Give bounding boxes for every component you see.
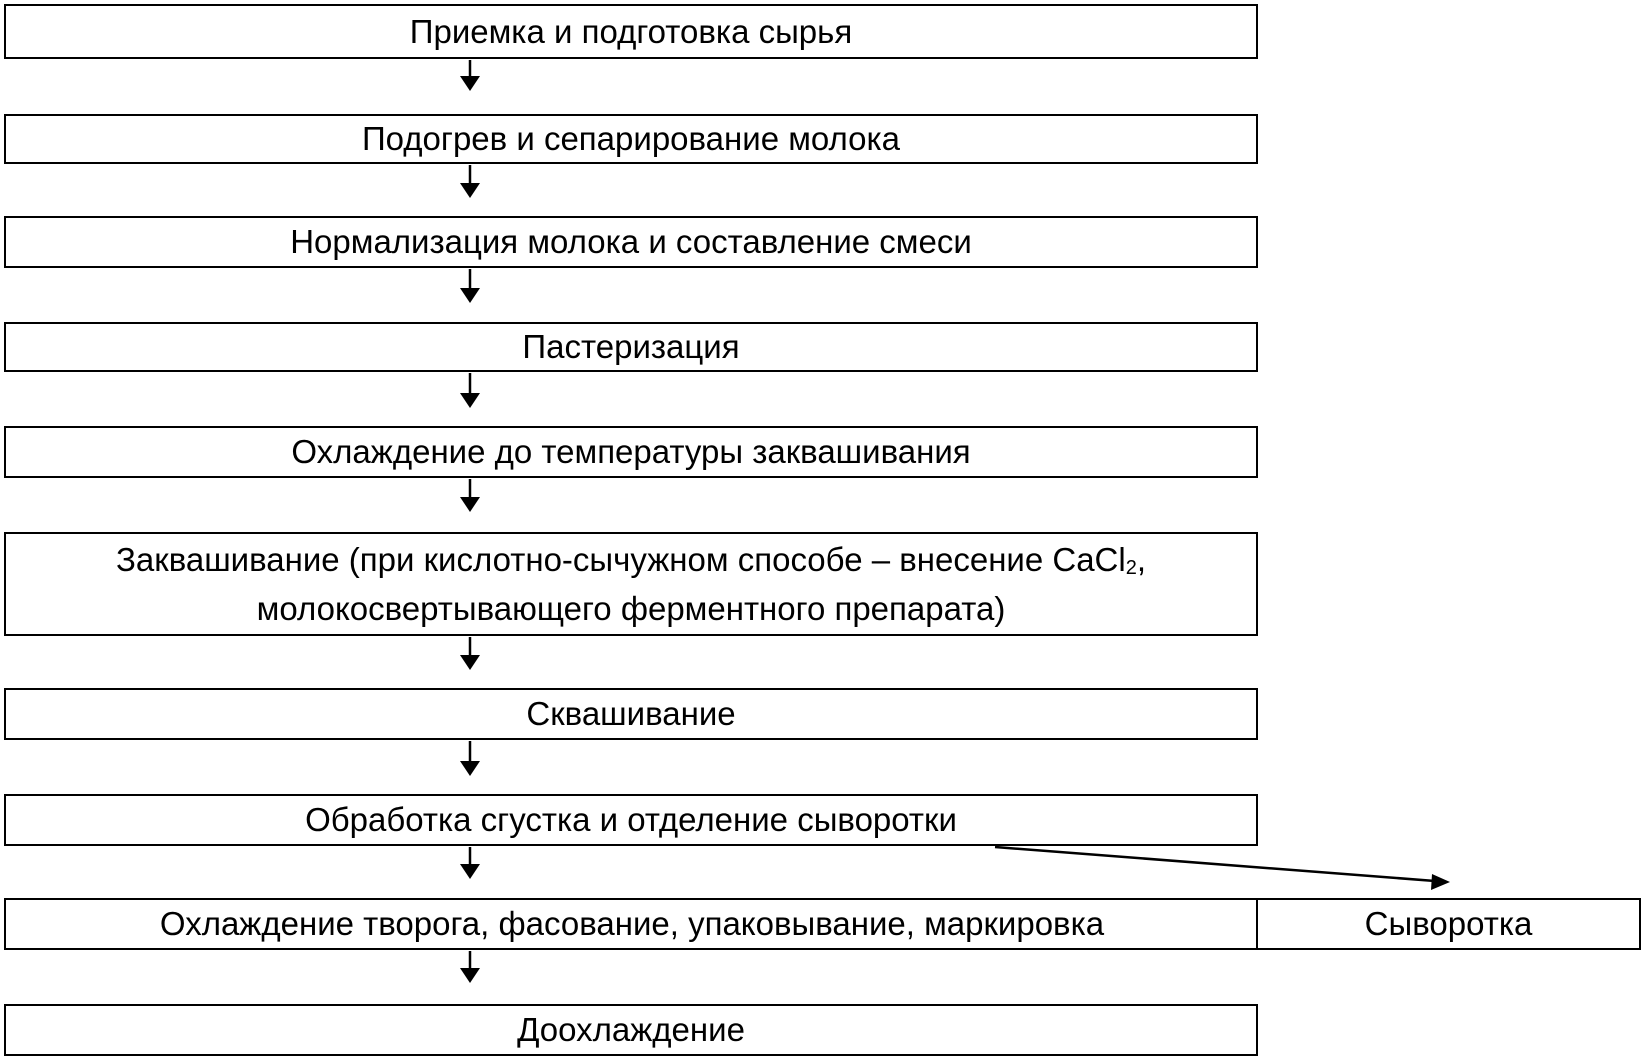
arrow-down-icon	[460, 373, 480, 408]
arrow-down-icon	[460, 165, 480, 198]
step-label: Охлаждение до температуры заквашивания	[291, 433, 971, 471]
arrow-down-icon	[460, 951, 480, 983]
arrow-down-icon	[460, 741, 480, 776]
arrow-to-whey-icon	[995, 847, 1450, 890]
output-label: Сыворотка	[1364, 905, 1533, 943]
step-label: Приемка и подготовка сырья	[409, 12, 853, 50]
step-label: Обработка сгустка и отделение сыворотки	[305, 801, 957, 839]
arrow-down-icon	[460, 847, 480, 879]
step-label: Заквашивание (при кислотно-сычужном способе – внесение CaCl2, молокосвертывающего ферментного препарата)	[115, 540, 1147, 627]
step-label: Нормализация молока и составление смеси	[290, 223, 972, 261]
arrow-down-icon	[460, 60, 480, 91]
arrow-down-icon	[460, 479, 480, 512]
step-label: Сквашивание	[526, 695, 736, 733]
step-label: Доохлаждение	[517, 1011, 745, 1049]
arrow-down-icon	[460, 269, 480, 303]
step-label: Охлаждение творога, фасование, упаковывание, маркировка	[159, 905, 1105, 943]
step-label: Подогрев и сепарирование молока	[361, 120, 901, 158]
arrow-down-icon	[460, 637, 480, 670]
step-label: Пастеризация	[522, 328, 740, 366]
